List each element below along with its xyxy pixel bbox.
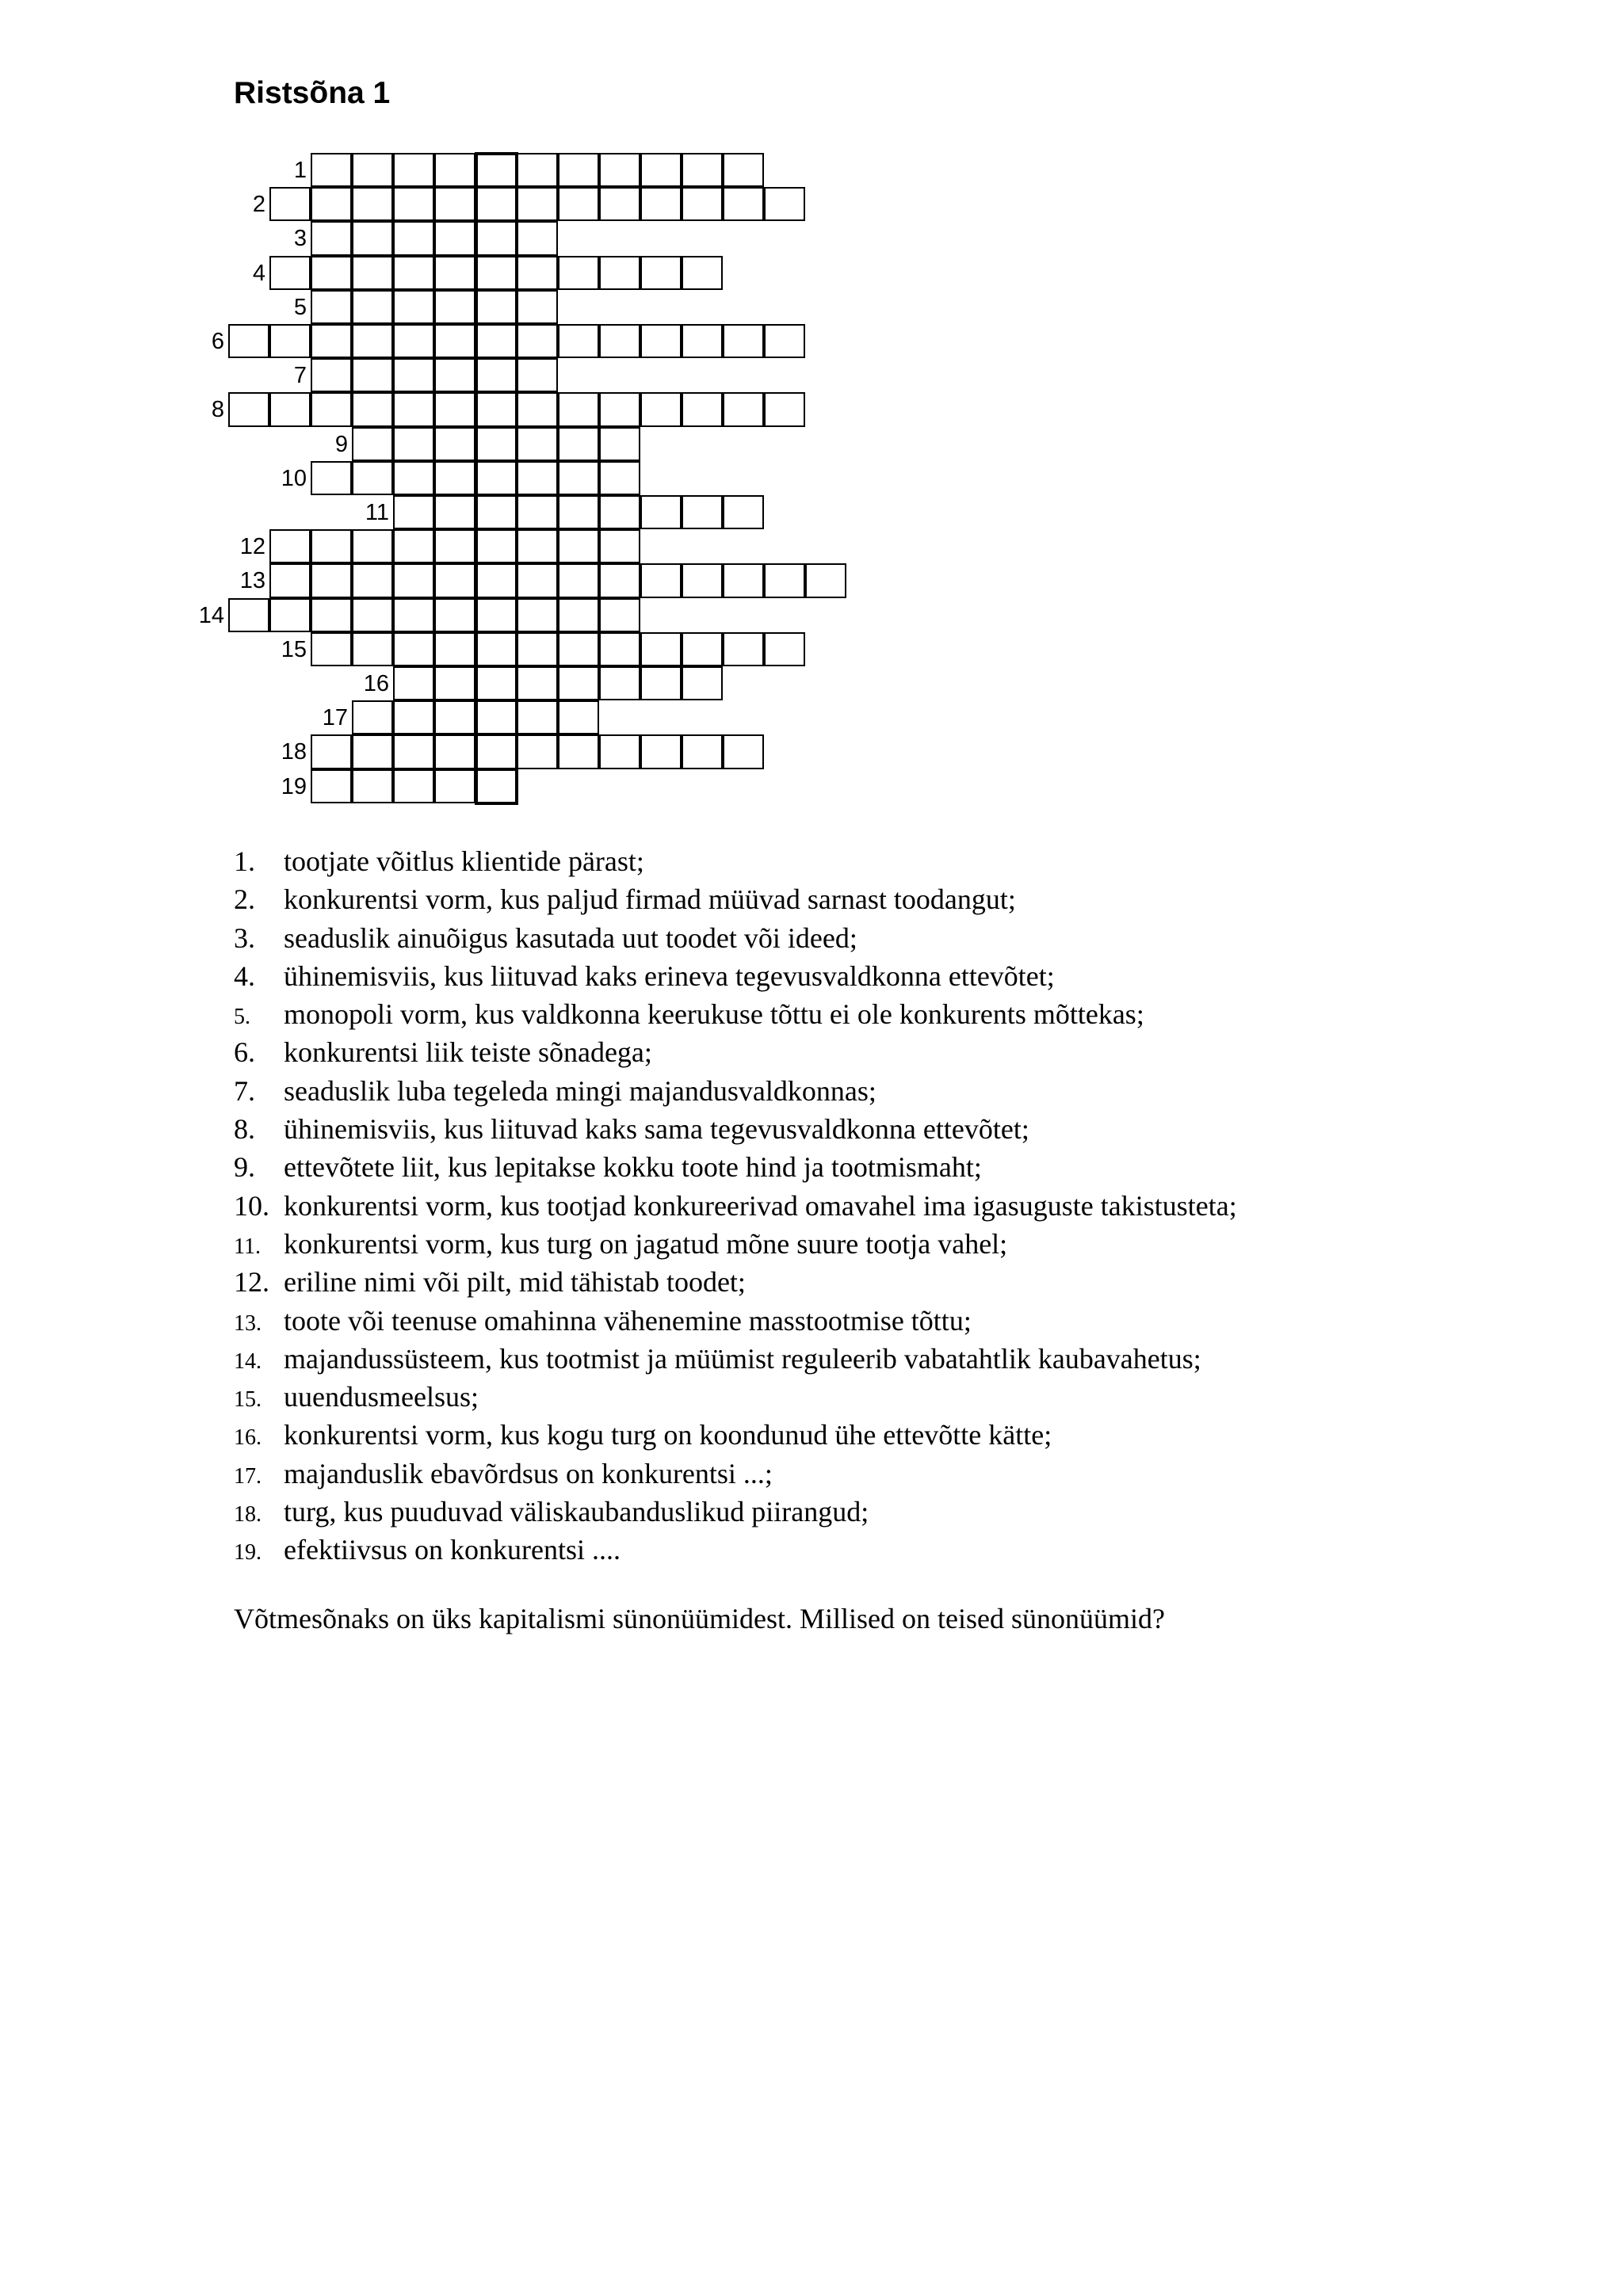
grid-cell-r15-c6[interactable] <box>434 632 475 666</box>
grid-cell-r12-c5[interactable] <box>393 529 434 563</box>
grid-cell-r6-c12[interactable] <box>682 324 723 358</box>
grid-cell-r9-c7[interactable] <box>475 427 517 461</box>
grid-cell-r18-c7[interactable] <box>475 734 517 769</box>
row-number-label: 16 <box>363 671 389 696</box>
grid-cell-r13-c10[interactable] <box>599 563 640 597</box>
grid-cell-r10-c6[interactable] <box>434 461 475 495</box>
clue-number: 7. <box>234 1074 255 1107</box>
clue-number: 8. <box>234 1113 255 1146</box>
clue-number: 16. <box>234 1425 262 1451</box>
grid-cell-r7-c3[interactable] <box>311 358 352 392</box>
clue-item <box>234 1531 1237 1569</box>
clue-number: 12. <box>234 1266 269 1299</box>
grid-cell-r13-c4[interactable] <box>352 563 393 597</box>
grid-cell-r3-c4[interactable] <box>352 221 393 255</box>
grid-cell-r4-c8[interactable] <box>517 256 558 290</box>
grid-cell-r8-c2[interactable] <box>269 392 311 426</box>
grid-cell-r4-c10[interactable] <box>599 256 640 290</box>
row-number-label: 10 <box>281 465 307 491</box>
clue-text: monopoli vorm, kus valdkonna keerukuse tõttu ei ole konkurents mõttekas; <box>284 998 1144 1031</box>
clue-text: seaduslik ainuõigus kasutada uut toodet või ideed; <box>284 921 857 954</box>
grid-cell-r15-c12[interactable] <box>682 632 723 666</box>
clue-item <box>234 1263 1237 1301</box>
grid-cell-r3-c6[interactable] <box>434 221 475 255</box>
grid-cell-r16-c7[interactable] <box>475 666 517 700</box>
grid-cell-r5-c5[interactable] <box>393 290 434 324</box>
clue-item <box>234 1072 1237 1110</box>
grid-cell-r6-c13[interactable] <box>723 324 764 358</box>
grid-cell-r17-c9[interactable] <box>558 700 599 734</box>
clue-text: konkurentsi vorm, kus turg on jagatud mõne suure tootja vahel; <box>284 1227 1008 1260</box>
clue-number: 17. <box>234 1463 262 1489</box>
grid-cell-r15-c4[interactable] <box>352 632 393 666</box>
grid-cell-r5-c3[interactable] <box>311 290 352 324</box>
grid-cell-r4-c7[interactable] <box>475 256 517 290</box>
clue-number: 3. <box>234 921 255 954</box>
row-number-label: 5 <box>293 294 307 320</box>
grid-cell-r10-c8[interactable] <box>517 461 558 495</box>
grid-cell-r16-c9[interactable] <box>558 666 599 700</box>
grid-cell-r2-c11[interactable] <box>640 187 682 221</box>
clue-item <box>234 1340 1237 1378</box>
page-title: Ristsõna 1 <box>234 76 391 110</box>
clue-item <box>234 1033 1237 1071</box>
clue-item <box>234 1378 1237 1416</box>
grid-cell-r1-c4[interactable] <box>352 153 393 187</box>
clue-text: seaduslik luba tegeleda mingi majandusvaldkonnas; <box>284 1074 876 1107</box>
grid-cell-r3-c3[interactable] <box>311 221 352 255</box>
clue-item <box>234 919 1237 957</box>
grid-cell-r1-c9[interactable] <box>558 153 599 187</box>
grid-cell-r15-c13[interactable] <box>723 632 764 666</box>
grid-cell-r16-c8[interactable] <box>517 666 558 700</box>
grid-cell-r2-c4[interactable] <box>352 187 393 221</box>
grid-cell-r13-c2[interactable] <box>269 563 311 597</box>
grid-cell-r16-c11[interactable] <box>640 666 682 700</box>
grid-cell-r12-c2[interactable] <box>269 529 311 563</box>
grid-cell-r15-c7[interactable] <box>475 632 517 666</box>
clue-number: 11. <box>234 1234 261 1259</box>
row-number-label: 14 <box>198 602 224 628</box>
grid-cell-r6-c10[interactable] <box>599 324 640 358</box>
row-number-label: 8 <box>211 397 224 423</box>
grid-cell-r8-c7[interactable] <box>475 392 517 426</box>
grid-cell-r2-c12[interactable] <box>682 187 723 221</box>
grid-cell-r10-c7[interactable] <box>475 461 517 495</box>
clue-item <box>234 995 1237 1033</box>
clue-item <box>234 1302 1237 1340</box>
clue-number: 14. <box>234 1348 262 1374</box>
clue-item <box>234 1187 1237 1225</box>
grid-cell-r7-c4[interactable] <box>352 358 393 392</box>
grid-cell-r5-c6[interactable] <box>434 290 475 324</box>
row-number-label: 12 <box>239 534 265 560</box>
grid-cell-r13-c9[interactable] <box>558 563 599 597</box>
grid-cell-r18-c3[interactable] <box>311 734 352 769</box>
grid-cell-r14-c1[interactable] <box>228 598 269 632</box>
grid-cell-r5-c8[interactable] <box>517 290 558 324</box>
grid-cell-r13-c12[interactable] <box>682 563 723 597</box>
clue-number: 10. <box>234 1189 269 1222</box>
grid-cell-r18-c4[interactable] <box>352 734 393 769</box>
clue-text: konkurentsi vorm, kus paljud firmad müüvad sarnast toodangut; <box>284 883 1016 916</box>
grid-cell-r14-c7[interactable] <box>475 598 517 632</box>
grid-cell-r13-c11[interactable] <box>640 563 682 597</box>
grid-cell-r8-c5[interactable] <box>393 392 434 426</box>
grid-cell-r11-c11[interactable] <box>640 495 682 529</box>
grid-cell-r13-c7[interactable] <box>475 563 517 597</box>
grid-cell-r5-c7[interactable] <box>475 290 517 324</box>
grid-cell-r10-c10[interactable] <box>599 461 640 495</box>
grid-cell-r19-c7[interactable] <box>475 769 517 803</box>
grid-cell-r6-c7[interactable] <box>475 324 517 358</box>
grid-cell-r7-c8[interactable] <box>517 358 558 392</box>
grid-cell-r4-c9[interactable] <box>558 256 599 290</box>
grid-cell-r18-c11[interactable] <box>640 734 682 769</box>
clue-text: majanduslik ebavõrdsus on konkurentsi ...; <box>284 1457 773 1489</box>
grid-cell-r9-c4[interactable] <box>352 427 393 461</box>
grid-cell-r18-c9[interactable] <box>558 734 599 769</box>
grid-cell-r13-c5[interactable] <box>393 563 434 597</box>
grid-cell-r18-c10[interactable] <box>599 734 640 769</box>
grid-cell-r19-c3[interactable] <box>311 769 352 803</box>
clue-item <box>234 1110 1237 1148</box>
grid-cell-r9-c10[interactable] <box>599 427 640 461</box>
grid-cell-r11-c9[interactable] <box>558 495 599 529</box>
grid-cell-r16-c6[interactable] <box>434 666 475 700</box>
grid-cell-r6-c9[interactable] <box>558 324 599 358</box>
grid-cell-r4-c6[interactable] <box>434 256 475 290</box>
grid-cell-r15-c9[interactable] <box>558 632 599 666</box>
grid-cell-r2-c10[interactable] <box>599 187 640 221</box>
clue-text: eriline nimi või pilt, mid tähistab toodet; <box>284 1266 746 1299</box>
grid-cell-r13-c6[interactable] <box>434 563 475 597</box>
grid-cell-r2-c7[interactable] <box>475 187 517 221</box>
grid-cell-r2-c2[interactable] <box>269 187 311 221</box>
row-number-label: 6 <box>211 329 224 354</box>
grid-cell-r8-c1[interactable] <box>228 392 269 426</box>
grid-cell-r4-c4[interactable] <box>352 256 393 290</box>
grid-cell-r4-c3[interactable] <box>311 256 352 290</box>
clue-number: 15. <box>234 1387 262 1413</box>
grid-cell-r10-c5[interactable] <box>393 461 434 495</box>
crossword-grid <box>0 0 1623 808</box>
grid-cell-r14-c9[interactable] <box>558 598 599 632</box>
clue-text: konkurentsi liik teiste sõnadega; <box>284 1036 652 1069</box>
grid-cell-r8-c4[interactable] <box>352 392 393 426</box>
grid-cell-r13-c8[interactable] <box>517 563 558 597</box>
grid-cell-r1-c12[interactable] <box>682 153 723 187</box>
grid-cell-r11-c7[interactable] <box>475 495 517 529</box>
grid-cell-r8-c11[interactable] <box>640 392 682 426</box>
clue-item <box>234 880 1237 918</box>
grid-cell-r19-c5[interactable] <box>393 769 434 803</box>
grid-cell-r6-c1[interactable] <box>228 324 269 358</box>
grid-cell-r15-c11[interactable] <box>640 632 682 666</box>
grid-cell-r2-c13[interactable] <box>723 187 764 221</box>
row-number-label: 1 <box>293 158 307 183</box>
grid-cell-r10-c4[interactable] <box>352 461 393 495</box>
row-number-label: 4 <box>252 260 265 286</box>
grid-cell-r13-c3[interactable] <box>311 563 352 597</box>
grid-cell-r12-c4[interactable] <box>352 529 393 563</box>
grid-cell-r1-c6[interactable] <box>434 153 475 187</box>
grid-cell-r13-c15[interactable] <box>805 563 846 597</box>
grid-cell-r4-c11[interactable] <box>640 256 682 290</box>
row-number-label: 13 <box>239 568 265 594</box>
grid-cell-r6-c2[interactable] <box>269 324 311 358</box>
clue-text: konkurentsi vorm, kus kogu turg on koondunud ühe ettevõtte kätte; <box>284 1419 1052 1451</box>
grid-cell-r2-c9[interactable] <box>558 187 599 221</box>
clue-text: tootjate võitlus klientide pärast; <box>284 845 644 877</box>
grid-cell-r15-c3[interactable] <box>311 632 352 666</box>
grid-cell-r18-c12[interactable] <box>682 734 723 769</box>
grid-cell-r15-c10[interactable] <box>599 632 640 666</box>
grid-cell-r11-c13[interactable] <box>723 495 764 529</box>
grid-cell-r6-c4[interactable] <box>352 324 393 358</box>
grid-cell-r7-c7[interactable] <box>475 358 517 392</box>
grid-cell-r3-c8[interactable] <box>517 221 558 255</box>
grid-cell-r19-c4[interactable] <box>352 769 393 803</box>
grid-cell-r14-c4[interactable] <box>352 598 393 632</box>
grid-cell-r7-c6[interactable] <box>434 358 475 392</box>
clue-number: 2. <box>234 883 255 916</box>
grid-cell-r6-c8[interactable] <box>517 324 558 358</box>
clue-item <box>234 957 1237 995</box>
grid-cell-r15-c5[interactable] <box>393 632 434 666</box>
grid-cell-r14-c5[interactable] <box>393 598 434 632</box>
grid-cell-r6-c14[interactable] <box>764 324 805 358</box>
clue-number: 19. <box>234 1540 262 1566</box>
grid-cell-r10-c9[interactable] <box>558 461 599 495</box>
grid-cell-r4-c2[interactable] <box>269 256 311 290</box>
clue-number: 13. <box>234 1310 262 1336</box>
grid-cell-r4-c12[interactable] <box>682 256 723 290</box>
clue-text: konkurentsi vorm, kus tootjad konkureerivad omavahel ima igasuguste takistusteta; <box>284 1189 1237 1222</box>
grid-cell-r6-c6[interactable] <box>434 324 475 358</box>
grid-cell-r5-c4[interactable] <box>352 290 393 324</box>
grid-cell-r13-c13[interactable] <box>723 563 764 597</box>
grid-cell-r8-c3[interactable] <box>311 392 352 426</box>
clue-item <box>234 1455 1237 1493</box>
grid-cell-r1-c11[interactable] <box>640 153 682 187</box>
grid-cell-r6-c5[interactable] <box>393 324 434 358</box>
clue-item <box>234 1225 1237 1263</box>
clue-item <box>234 1416 1237 1454</box>
row-number-label: 17 <box>322 705 348 731</box>
grid-cell-r14-c2[interactable] <box>269 598 311 632</box>
grid-cell-r8-c14[interactable] <box>764 392 805 426</box>
grid-cell-r12-c3[interactable] <box>311 529 352 563</box>
grid-cell-r6-c3[interactable] <box>311 324 352 358</box>
grid-cell-r1-c3[interactable] <box>311 153 352 187</box>
grid-cell-r2-c14[interactable] <box>764 187 805 221</box>
grid-cell-r11-c6[interactable] <box>434 495 475 529</box>
clue-text: ettevõtete liit, kus lepitakse kokku toote hind ja tootmismaht; <box>284 1151 982 1184</box>
grid-cell-r16-c10[interactable] <box>599 666 640 700</box>
clue-number: 4. <box>234 959 255 992</box>
grid-cell-r10-c3[interactable] <box>311 461 352 495</box>
grid-cell-r15-c8[interactable] <box>517 632 558 666</box>
grid-cell-r8-c13[interactable] <box>723 392 764 426</box>
grid-cell-r2-c3[interactable] <box>311 187 352 221</box>
grid-cell-r7-c5[interactable] <box>393 358 434 392</box>
grid-cell-r11-c5[interactable] <box>393 495 434 529</box>
grid-cell-r3-c7[interactable] <box>475 221 517 255</box>
grid-cell-r14-c8[interactable] <box>517 598 558 632</box>
clue-item <box>234 1148 1237 1186</box>
clue-list <box>234 842 1237 1569</box>
grid-cell-r8-c6[interactable] <box>434 392 475 426</box>
grid-cell-r1-c5[interactable] <box>393 153 434 187</box>
clue-number: 18. <box>234 1502 262 1527</box>
grid-cell-r11-c8[interactable] <box>517 495 558 529</box>
grid-cell-r13-c14[interactable] <box>764 563 805 597</box>
grid-cell-r1-c8[interactable] <box>517 153 558 187</box>
row-number-label: 18 <box>281 739 307 765</box>
clue-text: turg, kus puuduvad väliskaubanduslikud piirangud; <box>284 1496 869 1528</box>
grid-cell-r16-c5[interactable] <box>393 666 434 700</box>
clue-number: 6. <box>234 1036 255 1069</box>
row-number-label: 2 <box>252 192 265 218</box>
clue-item <box>234 842 1237 880</box>
grid-cell-r15-c14[interactable] <box>764 632 805 666</box>
grid-cell-r17-c7[interactable] <box>475 700 517 734</box>
clue-item <box>234 1493 1237 1531</box>
grid-cell-r2-c5[interactable] <box>393 187 434 221</box>
row-number-label: 19 <box>281 773 307 799</box>
clue-number: 5. <box>234 1005 250 1030</box>
clue-text: ühinemisviis, kus liituvad kaks erineva tegevusvaldkonna ettevõtet; <box>284 959 1055 992</box>
clue-number: 1. <box>234 845 255 877</box>
grid-cell-r18-c13[interactable] <box>723 734 764 769</box>
grid-cell-r18-c6[interactable] <box>434 734 475 769</box>
grid-cell-r17-c5[interactable] <box>393 700 434 734</box>
grid-cell-r3-c5[interactable] <box>393 221 434 255</box>
grid-cell-r18-c8[interactable] <box>517 734 558 769</box>
row-number-label: 11 <box>365 500 389 525</box>
grid-cell-r12-c9[interactable] <box>558 529 599 563</box>
clue-text: toote või teenuse omahinna vähenemine masstootmise tõttu; <box>284 1304 972 1337</box>
clue-number: 9. <box>234 1151 255 1184</box>
grid-cell-r9-c5[interactable] <box>393 427 434 461</box>
row-number-label: 7 <box>293 363 307 389</box>
grid-cell-r12-c10[interactable] <box>599 529 640 563</box>
grid-cell-r8-c12[interactable] <box>682 392 723 426</box>
grid-cell-r8-c8[interactable] <box>517 392 558 426</box>
grid-cell-r11-c12[interactable] <box>682 495 723 529</box>
grid-cell-r11-c10[interactable] <box>599 495 640 529</box>
grid-cell-r2-c8[interactable] <box>517 187 558 221</box>
grid-cell-r18-c5[interactable] <box>393 734 434 769</box>
grid-cell-r1-c10[interactable] <box>599 153 640 187</box>
grid-cell-r12-c6[interactable] <box>434 529 475 563</box>
clue-text: ühinemisviis, kus liituvad kaks sama tegevusvaldkonna ettevõtet; <box>284 1113 1029 1146</box>
grid-cell-r9-c9[interactable] <box>558 427 599 461</box>
grid-cell-r17-c6[interactable] <box>434 700 475 734</box>
footer-question: Võtmesõnaks on üks kapitalismi sünonüümidest. Millised on teised sünonüümid? <box>234 1603 1165 1634</box>
grid-cell-r6-c11[interactable] <box>640 324 682 358</box>
grid-cell-r8-c9[interactable] <box>558 392 599 426</box>
clue-text: efektiivsus on konkurentsi .... <box>284 1534 621 1566</box>
grid-cell-r14-c10[interactable] <box>599 598 640 632</box>
grid-cell-r8-c10[interactable] <box>599 392 640 426</box>
grid-cell-r1-c7[interactable] <box>475 153 517 187</box>
grid-cell-r4-c5[interactable] <box>393 256 434 290</box>
row-number-label: 3 <box>293 226 307 252</box>
grid-cell-r9-c6[interactable] <box>434 427 475 461</box>
grid-cell-r12-c7[interactable] <box>475 529 517 563</box>
grid-cell-r14-c3[interactable] <box>311 598 352 632</box>
grid-cell-r2-c6[interactable] <box>434 187 475 221</box>
grid-cell-r17-c4[interactable] <box>352 700 393 734</box>
grid-cell-r12-c8[interactable] <box>517 529 558 563</box>
grid-cell-r17-c8[interactable] <box>517 700 558 734</box>
row-number-label: 15 <box>281 636 307 662</box>
clue-text: uuendusmeelsus; <box>284 1381 479 1413</box>
grid-cell-r19-c6[interactable] <box>434 769 475 803</box>
grid-cell-r14-c6[interactable] <box>434 598 475 632</box>
row-number-label: 9 <box>334 431 348 457</box>
grid-cell-r16-c12[interactable] <box>682 666 723 700</box>
clue-text: majandussüsteem, kus tootmist ja müümist reguleerib vabatahtlik kaubavahetus; <box>284 1342 1201 1375</box>
grid-cell-r9-c8[interactable] <box>517 427 558 461</box>
grid-cell-r1-c13[interactable] <box>723 153 764 187</box>
